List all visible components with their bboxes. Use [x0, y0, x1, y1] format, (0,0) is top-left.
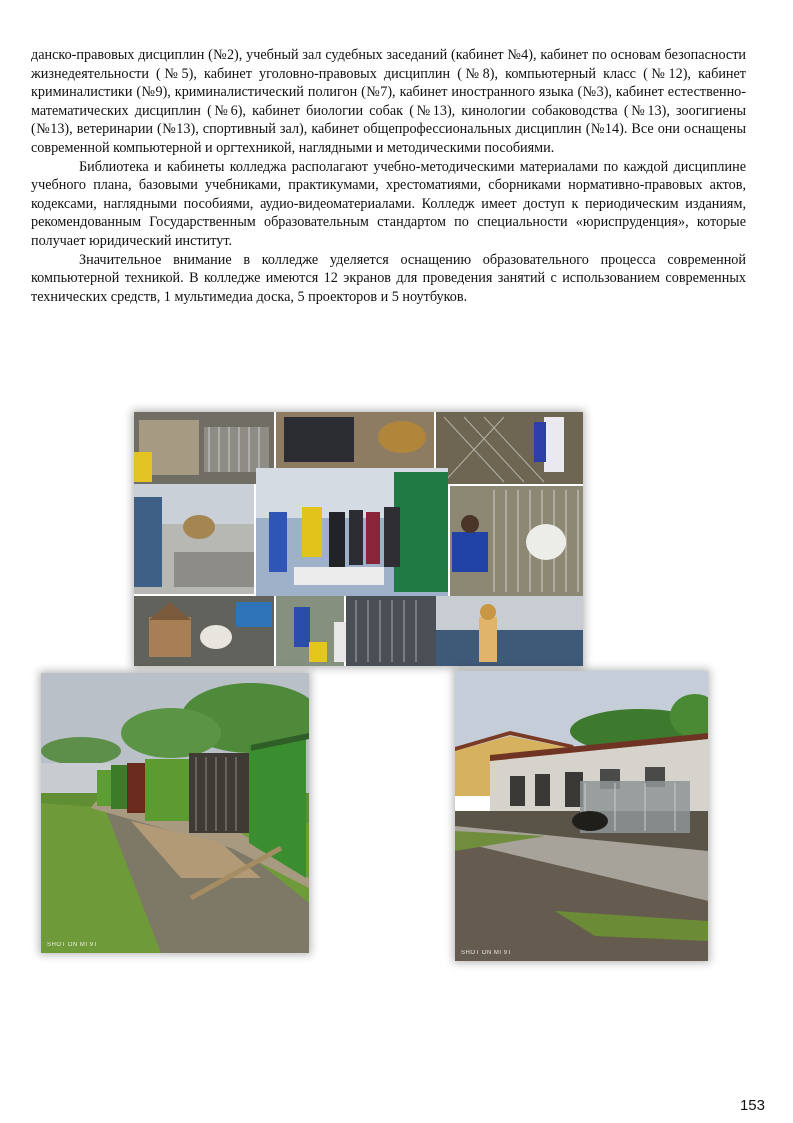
paragraph-1: данско-правовых дисциплин (№2), учебный зал судебных заседаний (кабинет №4), кабинет по основам безопасности жизнедеятельности (№5), кабинет уголовно-правовых дисциплин (№8), компьютерный класс (№12), кабинет криминалистики (№9), криминалистический полигон (№7), кабинет иностранного языка (№3), кабинет естественно-математических дисциплин (№6), кабинет биологии собак (№13), кинологии собаководства (№13), зоогигиены (№13), ветеринарии (№13), спортивный зал), кабинет общепрофессиональных дисциплин (№14). Все они оснащены современной компьютерной и оргтехникой, наглядными и методическими пособиями. — [31, 47, 746, 156]
page-number: 153 — [739, 1097, 765, 1114]
paragraph-3: Значительное внимание в колледже уделяется оснащению образовательного процесса современной компьютерной техникой. В колледже имеются 12 экранов для проведения занятий с использованием современных технических средств, 1 мультимедиа доска, 5 проекторов и 5 ноутбуков. — [31, 251, 746, 305]
kennels-photo — [41, 673, 309, 953]
collage-photo — [134, 412, 583, 666]
body-text — [31, 46, 746, 306]
paragraph-2: Библиотека и кабинеты колледжа располагают учебно-методическими материалами по каждой дисциплине учебного плана, базовыми учебниками, практикумами, хрестоматиями, сборниками нормативно-правовых актов, кодексами, наглядными пособиями, аудио-видеоматериалами. Колледж имеет доступ к периодическим изданиям, рекомендованным Государственным образовательным стандартом по специальности «юриспруденция», которые получает юридический институт. — [31, 158, 746, 249]
watermark: SHOT ON MI 9T — [461, 950, 512, 956]
watermark: SHOT ON MI 9T — [47, 942, 98, 948]
building-photo — [455, 671, 708, 961]
